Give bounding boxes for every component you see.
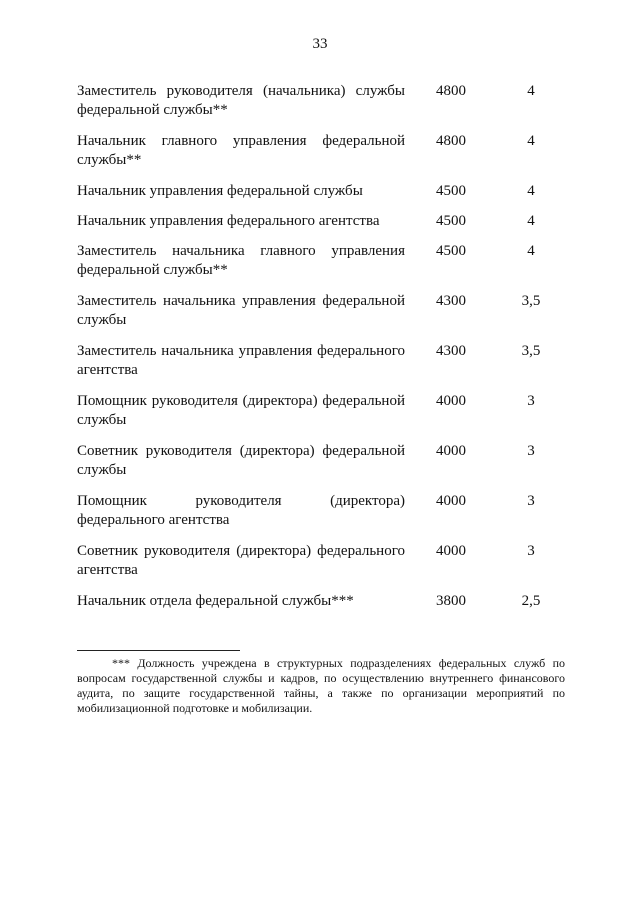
- coefficient-value: 3: [527, 443, 535, 459]
- salary-value: 4800: [436, 133, 466, 149]
- position-title: Помощник руководителя (директора) федеральной службы: [77, 393, 405, 428]
- footnote: *** Должность учреждена в структурных подразделениях федеральных служб по вопросам государственной службы и кадров, по осуществлению внутреннего финансового аудита, по защите государственной тайны, а также по организации мероприятий по мобилизационной подготовке и мобилизации.: [77, 656, 565, 715]
- table-row: [77, 292, 567, 342]
- coefficient-value: 4: [527, 183, 535, 199]
- salary-value: 4500: [436, 213, 466, 229]
- table-row: [77, 392, 567, 442]
- salary-value: 4000: [436, 443, 466, 459]
- position-title: Заместитель руководителя (начальника) службы федеральной службы**: [77, 83, 405, 118]
- coefficient-value: 2,5: [521, 593, 541, 609]
- position-title: Заместитель начальника управления федеральной службы: [77, 293, 405, 328]
- coefficient-value: 3,5: [521, 293, 541, 309]
- position-title: Советник руководителя (директора) федерального агентства: [77, 543, 405, 578]
- position-title: Начальник управления федеральной службы: [77, 183, 363, 199]
- salary-value: 4300: [436, 343, 466, 359]
- salary-value: 4800: [436, 83, 466, 99]
- position-title: Начальник отдела федеральной службы***: [77, 593, 354, 609]
- table-row: [77, 82, 567, 132]
- position-title: Помощник руководителя (директора) федерального агентства: [77, 493, 405, 528]
- salary-value: 4300: [436, 293, 466, 309]
- table-row: [77, 492, 567, 542]
- position-title: Заместитель начальника главного управления федеральной службы**: [77, 243, 405, 278]
- table-row: [77, 342, 567, 392]
- table-row: [77, 442, 567, 492]
- salary-value: 4000: [436, 393, 466, 409]
- coefficient-value: 3: [527, 543, 535, 559]
- coefficient-value: 4: [527, 213, 535, 229]
- coefficient-value: 3,5: [521, 343, 541, 359]
- coefficient-value: 4: [527, 243, 535, 259]
- salary-value: 4000: [436, 493, 466, 509]
- salary-value: 3800: [436, 593, 466, 609]
- table-row: [77, 542, 567, 592]
- table-row: [77, 242, 567, 292]
- position-title: Заместитель начальника управления федерального агентства: [77, 343, 405, 378]
- salary-value: 4500: [436, 243, 466, 259]
- table-row: [77, 132, 567, 182]
- table-row: [77, 212, 567, 242]
- coefficient-value: 4: [527, 133, 535, 149]
- position-title: Начальник главного управления федеральной службы**: [77, 133, 405, 168]
- footnote-divider: [77, 650, 240, 651]
- position-title: Начальник управления федерального агентства: [77, 213, 380, 229]
- page-number: 33: [312, 36, 328, 52]
- coefficient-value: 3: [527, 493, 535, 509]
- table-row: [77, 182, 567, 212]
- coefficient-value: 3: [527, 393, 535, 409]
- coefficient-value: 4: [527, 83, 535, 99]
- salary-value: 4500: [436, 183, 466, 199]
- table-row: [77, 592, 567, 622]
- position-title: Советник руководителя (директора) федеральной службы: [77, 443, 405, 478]
- positions-table: [77, 82, 567, 622]
- salary-value: 4000: [436, 543, 466, 559]
